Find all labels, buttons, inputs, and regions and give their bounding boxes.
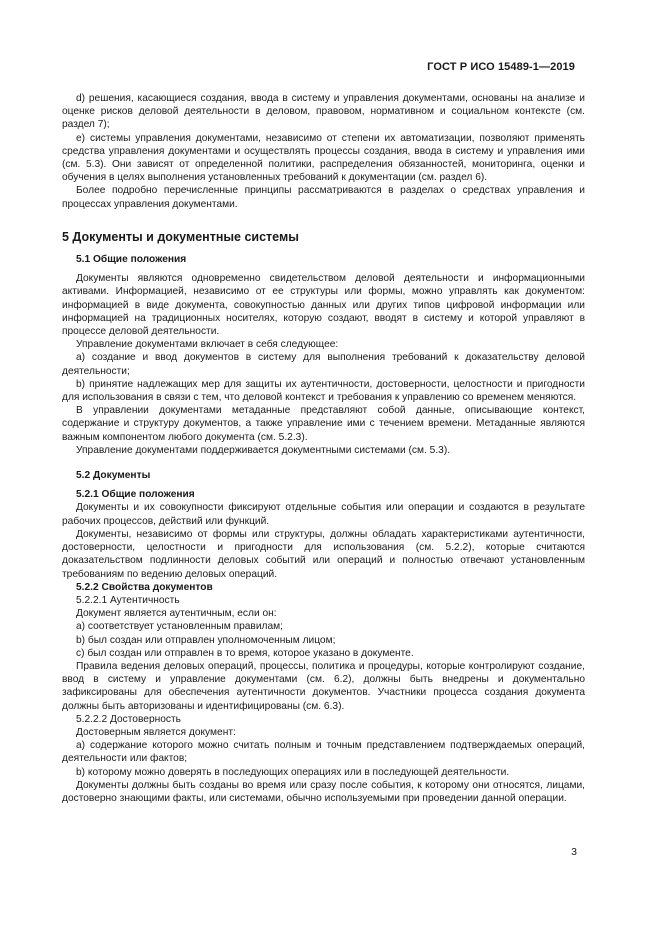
- subsection-heading: 5.2 Документы: [76, 470, 151, 482]
- paragraph: Документы должны быть созданы во время или сразу после события, к которому они относятся, лицами, достоверно знающими факты, или системами, обычно используемыми при проведении данной операции.: [62, 779, 585, 804]
- list-item-b: b) которому можно доверять в последующих операциях или в последующей деятельности.: [76, 766, 510, 778]
- list-item-b: b) принятие надлежащих мер для защиты их аутентичности, достоверности, целостности и пригодности для использования в связи с тем, что деловой контекст и требования к управлению со временем меняются.: [62, 378, 585, 404]
- list-item-a: a) содержание которого можно считать полным и точным представлением подтверждаемых операций, деятельности или фактов;: [62, 740, 585, 765]
- paragraph: В управлении документами метаданные представляют собой данные, описывающие контекст, содержание и структуру документов, а также управление ими с течением времени. Метаданные являются важным компонентом любого документа (см. 5.2.3).: [62, 405, 585, 443]
- clause-heading: 5.2.1 Общие положения: [76, 489, 195, 501]
- list-item-c: c) был создан или отправлен в то время, которое указано в документе.: [76, 647, 414, 659]
- list-item-a: a) создание и ввод документов в систему для выполнения требований к доказательству деловой деятельности;: [62, 352, 585, 377]
- subsection-heading: 5.1 Общие положения: [76, 254, 187, 266]
- subclause-heading: 5.2.2.2 Достоверность: [76, 713, 181, 725]
- document-header: ГОСТ Р ИСО 15489-1—2019: [427, 61, 575, 73]
- paragraph: Документы, независимо от формы или структуры, должны обладать характеристиками аутентичности, достоверности, целостности и пригодности для использования (см. 5.2.2), которые считаются доказательством подлинности деловых событий или операций и полностью отвечают установленным требованиям по ведению деловых операций.: [62, 528, 585, 580]
- paragraph: Документы и их совокупности фиксируют отдельные события или операции и создаются в результате рабочих процессов, действий или функций.: [62, 502, 585, 527]
- list-item-d: d) решения, касающиеся создания, ввода в систему и управления документами, основаны на анализе и оценке рисков деловой деятельности в деловом, правовом, нормативном и социальном контексте (см. раздел 7);: [62, 93, 585, 131]
- list-item-e: e) системы управления документами, независимо от степени их автоматизации, позволяют применять средства управления документами и осуществлять процессы создания, ввода в систему и управления ими (см. 5.3). Они зависят от определенной политики, распределения обязанностей, мониторинга, оценки и обучения в целях выполнения установленных требований к документации (см. раздел 6).: [62, 132, 585, 184]
- paragraph: Правила ведения деловых операций, процессы, политика и процедуры, которые контролируют создание, ввод в систему и управление документами (см. 6.2), должны быть внедрены и документально зафиксированы для обеспечения аутентичности документов. Участники процесса создания документа должны быть авторизованы и идентифицированы (см. 6.3).: [62, 660, 585, 712]
- page-number: 3: [571, 846, 577, 858]
- paragraph: Управление документами включает в себя следующее:: [76, 339, 339, 351]
- list-item-a: a) соответствует установленным правилам;: [76, 621, 283, 633]
- paragraph: Документ является аутентичным, если он:: [76, 608, 277, 620]
- clause-heading: 5.2.2 Свойства документов: [76, 581, 213, 593]
- list-item-b: b) был создан или отправлен уполномоченным лицом;: [76, 634, 336, 646]
- paragraph: Документы являются одновременно свидетельством деловой деятельности и информационными активами. Информацией, независимо от ее структуры или формы, можно управлять как документом: информацией в виде документа, совокупностью данных или других типов цифровой информации или информацией на традиционных носителях, которую создают, вводят в систему и которой управляют в процессе деловой деятельности.: [62, 273, 585, 338]
- page-body: [62, 92, 585, 805]
- paragraph: Достоверным является документ:: [76, 726, 236, 738]
- paragraph: Управление документами поддерживается документными системами (см. 5.3).: [76, 444, 451, 456]
- paragraph: Более подробно перечисленные принципы рассматриваются в разделах о средствах управления и процессах управления документами.: [62, 185, 585, 210]
- subclause-heading: 5.2.2.1 Аутентичность: [76, 594, 180, 606]
- section-heading: 5 Документы и документные системы: [62, 229, 299, 244]
